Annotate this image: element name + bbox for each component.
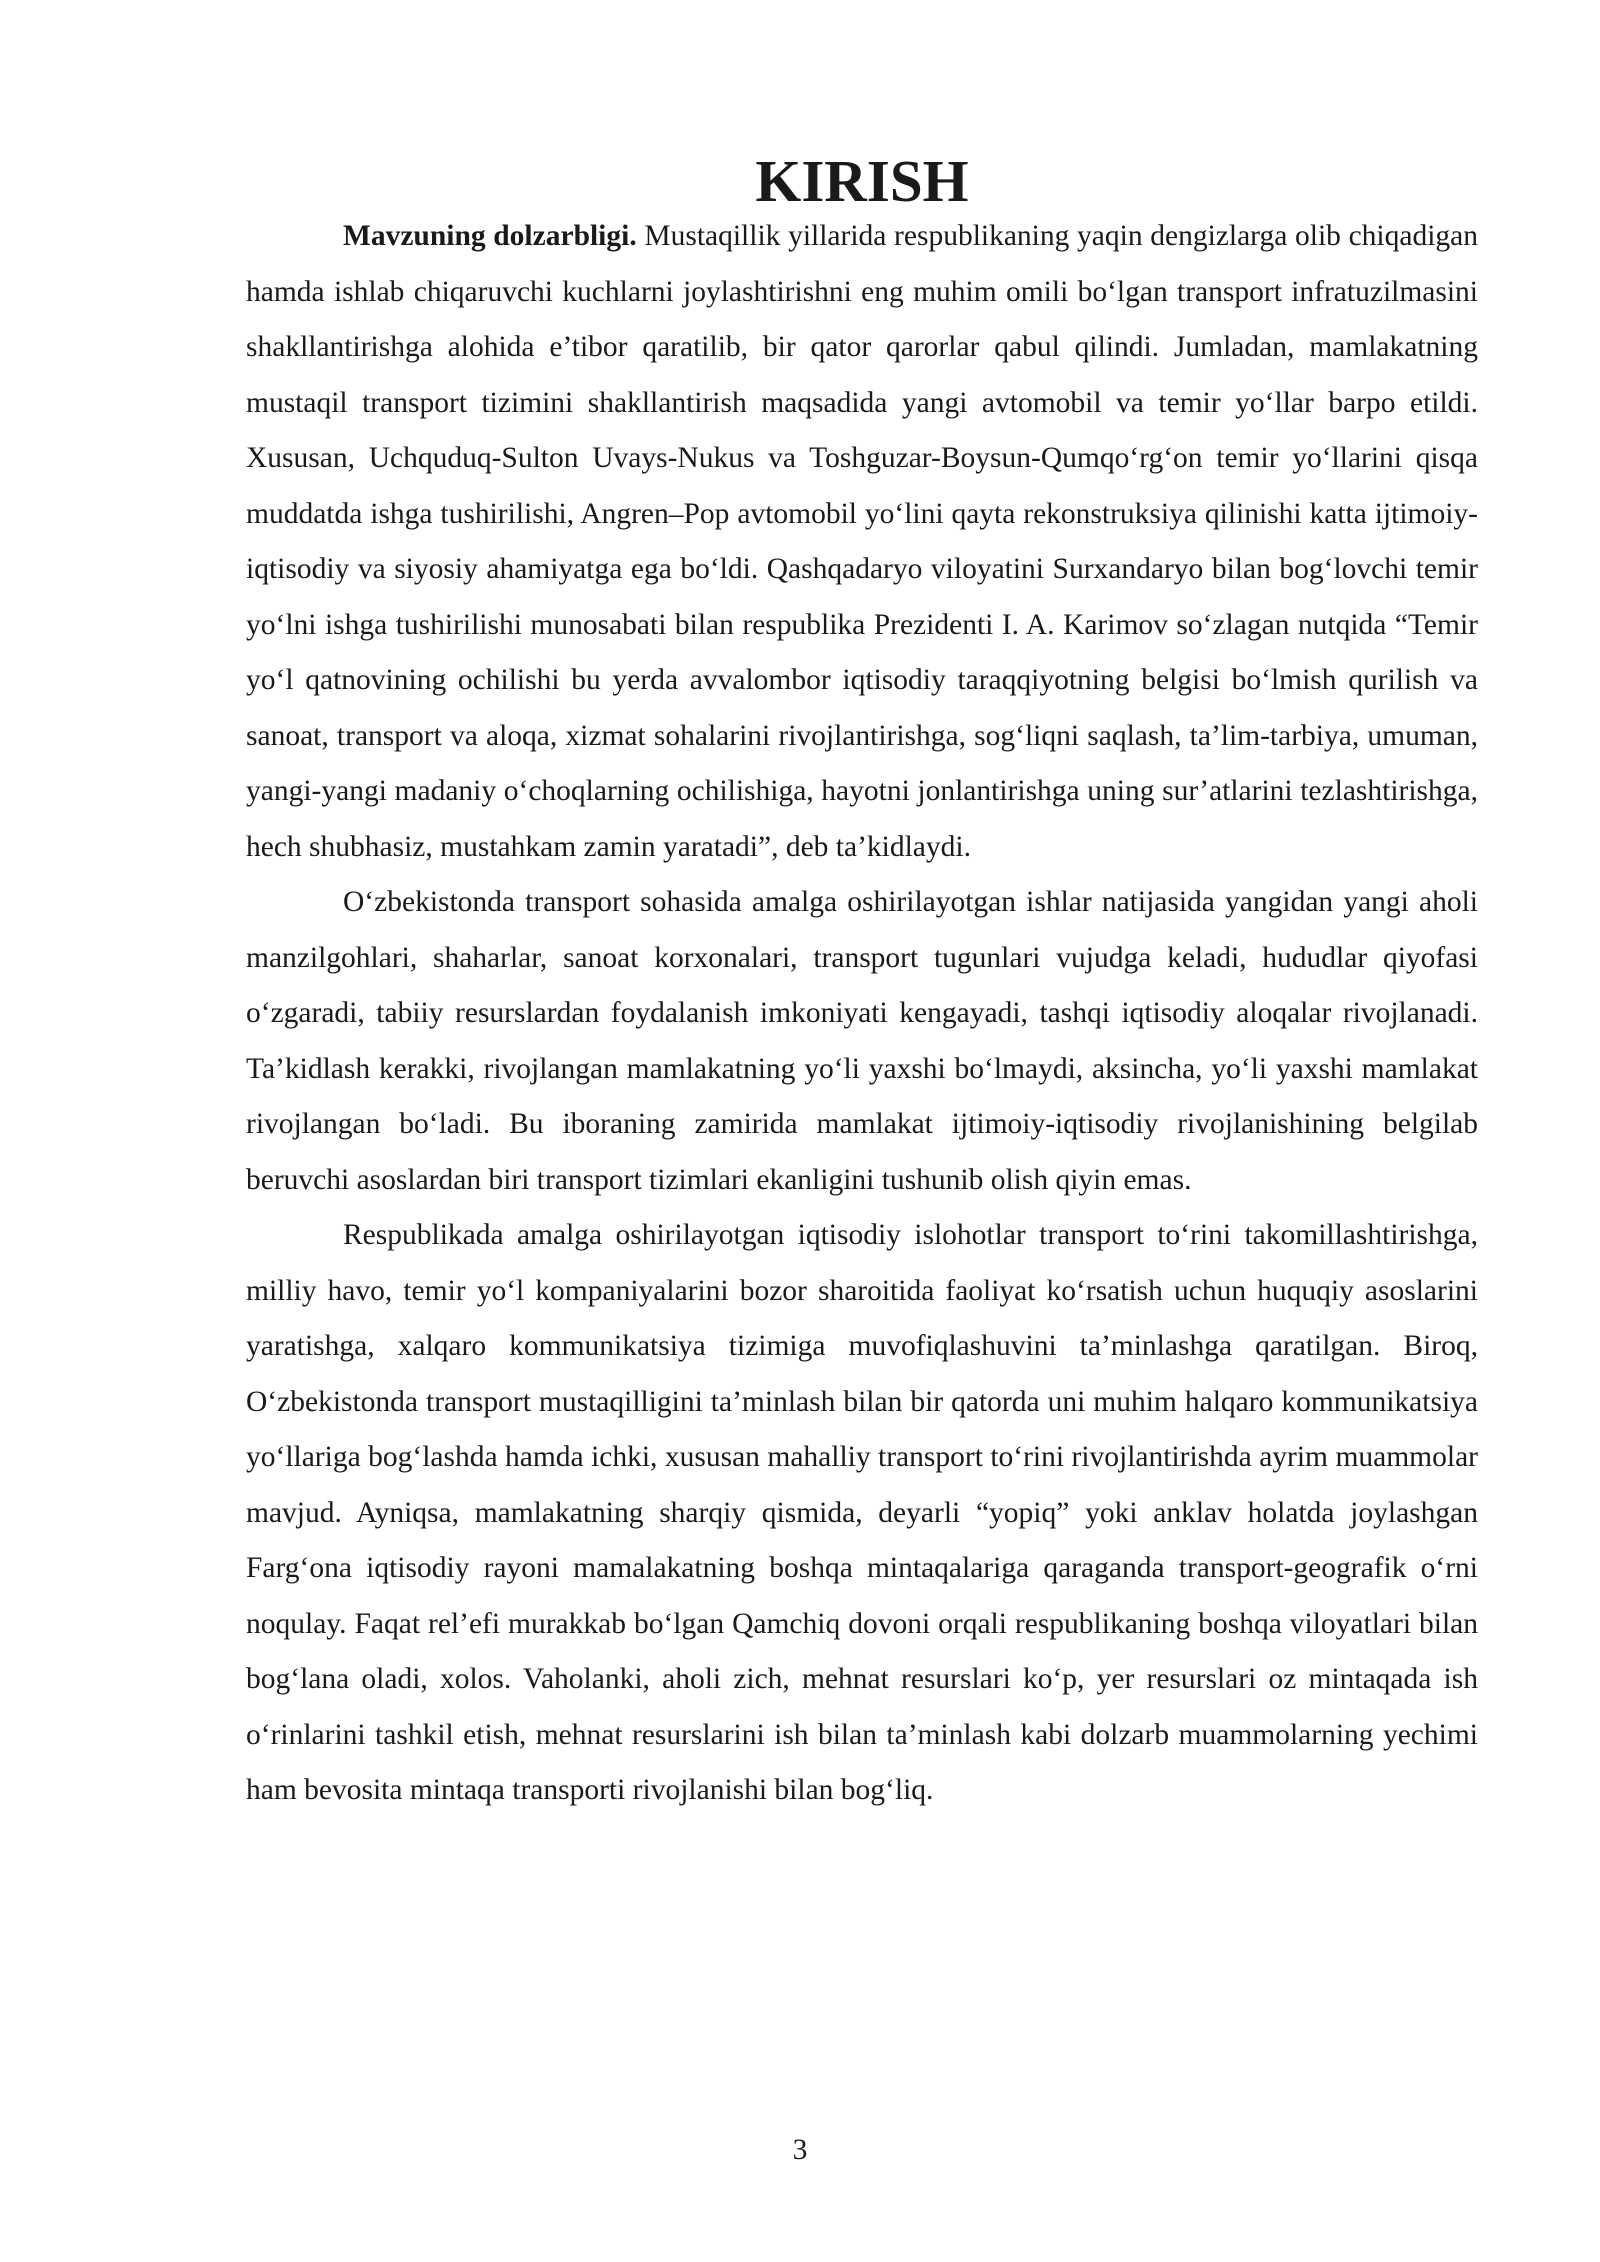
section-heading: KIRISH (755, 148, 969, 214)
paragraph-relevance (246, 209, 1478, 875)
paragraph-lead: Mavzuning dolzarbligi. (343, 220, 637, 252)
paragraph-text: Respublikada amalga oshirilayotgan iqtisodiy islohotlar transport to‘rini takomillashtirishga, milliy havo, temir yo‘l kompaniyalarini bozor sharoitida faoliyat ko‘rsatish uchun huquqiy asoslarini yaratishga, xalqaro kommunikatsiya tizimiga muvofiqlashuvini ta’minlashga qaratilgan. Biroq, O‘zbekistonda transport mustaqilligini ta’minlash bilan bir qatorda uni muhim halqaro kommunikatsiya yo‘llariga bog‘lashda hamda ichki, xususan mahalliy transport to‘rini rivojlantirishda ayrim muammolar mavjud. Ayniqsa, mamlakatning sharqiy qismida, deyarli “yopiq” yoki anklav holatda joylashgan Farg‘ona iqtisodiy rayoni mamalakatning boshqa mintaqalariga qaraganda transport-geografik o‘rni noqulay. Faqat rel’efi murakkab bo‘lgan Qamchiq dovoni orqali respublikaning boshqa viloyatlari bilan bog‘lana oladi, xolos. Vaholanki, aholi zich, mehnat resurslari ko‘p, yer resurslari oz mintaqada ish o‘rinlarini tashkil etish, mehnat resurslarini ish bilan ta’minlash kabi dolzarb muammolarning yechimi ham bevosita mintaqa transporti rivojlanishi bilan bog‘liq. (246, 1219, 1478, 1806)
paragraph-transport-results (246, 875, 1478, 1208)
paragraph-text: O‘zbekistonda transport sohasida amalga oshirilayotgan ishlar natijasida yangidan yangi aholi manzilgohlari, shaharlar, sanoat korxonalari, transport tugunlari vujudga keladi, hududlar qiyofasi o‘zgaradi, tabiiy resurslardan foydalanish imkoniyati kengayadi, tashqi iqtisodiy aloqalar rivojlanadi. Ta’kidlash kerakki, rivojlangan mamlakatning yo‘li yaxshi bo‘lmaydi, aksincha, yo‘li yaxshi mamlakat rivojlangan bo‘ladi. Bu iboraning zamirida mamlakat ijtimoiy-iqtisodiy rivojlanishining belgilab beruvchi asoslardan biri transport tizimlari ekanligini tushunib olish qiyin emas. (246, 886, 1478, 1196)
paragraph-text: Mustaqillik yillarida respublikaning yaqin dengizlarga olib chiqadigan hamda ishlab chiqaruvchi kuchlarni joylashtirishni eng muhim omili bo‘lgan transport infratuzilmasini shakllantirishga alohida e’tibor qaratilib, bir qator qarorlar qabul qilindi. Jumladan, mamlakatning mustaqil transport tizimini shakllantirish maqsadida yangi avtomobil va temir yo‘llar barpo etildi. Xususan, Uchquduq-Sulton Uvays-Nukus va Toshguzar-Boysun-Qumqo‘rg‘on temir yo‘llarini qisqa muddatda ishga tushirilishi, Angren–Pop avtomobil yo‘lini qayta rekonstruksiya qilinishi katta ijtimoiy-iqtisodiy va siyosiy ahamiyatga ega bo‘ldi. Qashqadaryo viloyatini Surxandaryo bilan bog‘lovchi temir yo‘lni ishga tushirilishi munosabati bilan respublika Prezidenti I. A. Karimov so‘zlagan nutqida “Temir yo‘l qatnovining ochilishi bu yerda avvalombor iqtisodiy taraqqiyotning belgisi bo‘lmish qurilish va sanoat, transport va aloqa, xizmat sohalarini rivojlantirishga, sog‘liqni saqlash, ta’lim-tarbiya, umuman, yangi-yangi madaniy o‘choqlarning ochilishiga, hayotni jonlantirishga uning sur’atlarini tezlashtirishga, hech shubhasiz, mustahkam zamin yaratadi”, deb ta’kidlaydi. (246, 220, 1478, 863)
page-number: 3 (792, 2134, 808, 2166)
document-body (246, 148, 1478, 1819)
paragraph-economic-reforms (246, 1208, 1478, 1819)
